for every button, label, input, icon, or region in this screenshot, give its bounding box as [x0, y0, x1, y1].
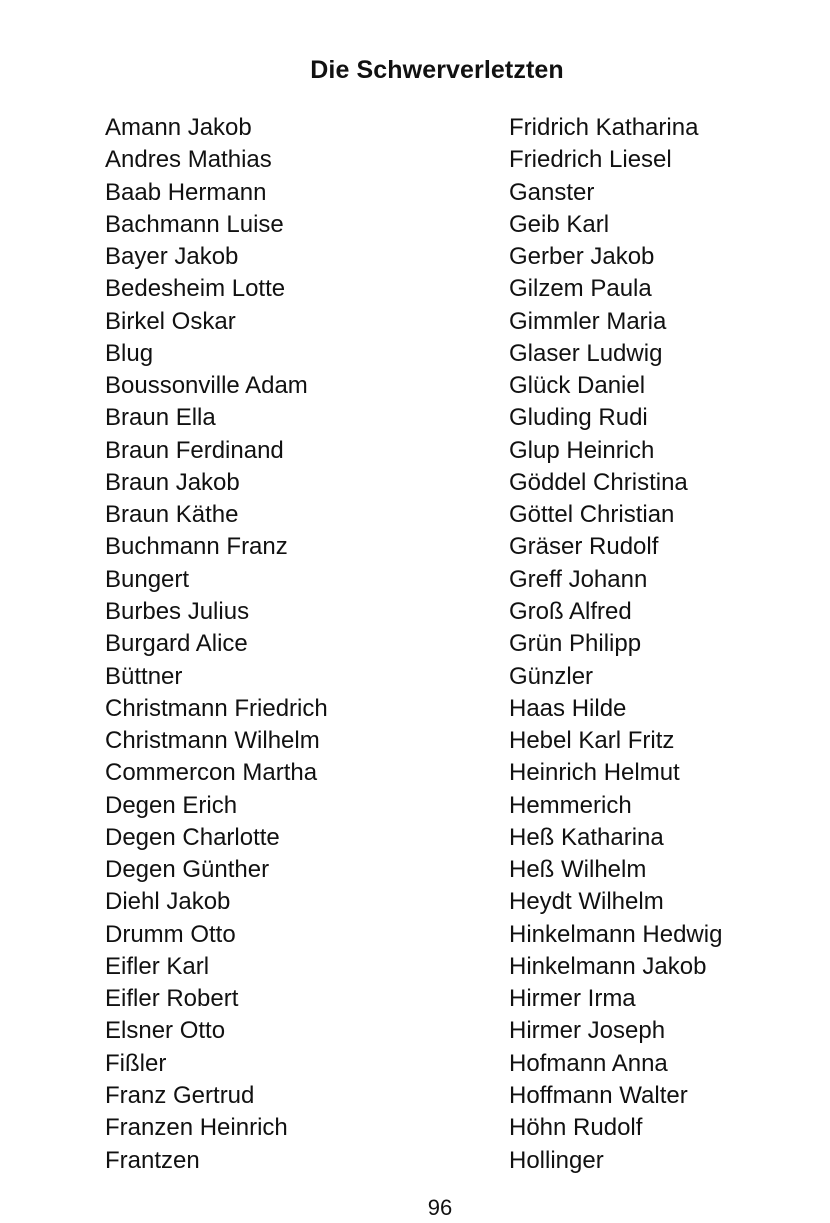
name-entry: Göttel Christian	[509, 501, 675, 529]
name-entry: Franzen Heinrich	[105, 1114, 288, 1142]
name-entry: Degen Erich	[105, 791, 238, 819]
name-entry: Heß Wilhelm	[509, 856, 647, 884]
name-entry: Büttner	[105, 662, 183, 690]
name-entry: Christmann Wilhelm	[105, 727, 320, 755]
name-entry: Eifler Robert	[105, 985, 239, 1013]
name-entry: Heinrich Helmut	[509, 759, 680, 787]
name-entry: Braun Käthe	[105, 501, 239, 529]
names-column-left	[105, 112, 328, 1177]
name-entry: Groß Alfred	[509, 597, 632, 625]
name-entry: Hirmer Irma	[509, 985, 636, 1013]
name-entry: Amann Jakob	[105, 114, 252, 141]
name-entry: Fißler	[105, 1049, 167, 1077]
name-entry: Grün Philipp	[509, 630, 642, 658]
name-entry: Heydt Wilhelm	[509, 888, 664, 916]
name-entry: Degen Günther	[105, 856, 270, 884]
name-entry: Glup Heinrich	[509, 436, 655, 464]
name-entry: Göddel Christina	[509, 468, 688, 496]
name-entry: Gilzem Paula	[509, 275, 652, 303]
names-column-right	[509, 112, 722, 1177]
page-number: 96	[427, 1195, 453, 1220]
name-entry: Gimmler Maria	[509, 307, 667, 335]
name-entry: Hofmann Anna	[509, 1049, 668, 1077]
name-entry: Glück Daniel	[509, 372, 646, 400]
name-entry: Glaser Ludwig	[509, 339, 663, 367]
name-entry: Gerber Jakob	[509, 243, 655, 271]
name-entry: Hinkelmann Hedwig	[509, 920, 723, 948]
name-entry: Degen Charlotte	[105, 823, 280, 851]
name-entry: Blug	[105, 339, 154, 367]
name-entry: Frantzen	[105, 1146, 200, 1174]
page-title: Die Schwerverletzten	[310, 56, 564, 84]
name-entry: Heß Katharina	[509, 823, 664, 851]
name-entry: Bayer Jakob	[105, 243, 239, 271]
name-entry: Ganster	[509, 178, 595, 206]
name-entry: Hoffmann Walter	[509, 1081, 688, 1109]
name-entry: Franz Gertrud	[105, 1081, 255, 1109]
name-entry: Boussonville Adam	[105, 372, 308, 400]
name-entry: Gräser Rudolf	[509, 533, 659, 561]
name-entry: Hollinger	[509, 1146, 604, 1174]
name-entry: Friedrich Liesel	[509, 146, 672, 174]
name-entry: Braun Ella	[105, 404, 216, 432]
name-entry: Burbes Julius	[105, 597, 250, 625]
name-entry: Christmann Friedrich	[105, 694, 328, 722]
name-entry: Hirmer Joseph	[509, 1017, 666, 1045]
name-entry: Commercon Martha	[105, 759, 318, 787]
name-entry: Elsner Otto	[105, 1017, 226, 1045]
name-entry: Burgard Alice	[105, 630, 248, 658]
name-entry: Höhn Rudolf	[509, 1114, 643, 1142]
name-entry: Hinkelmann Jakob	[509, 952, 707, 980]
name-entry: Geib Karl	[509, 210, 610, 238]
name-entry: Braun Jakob	[105, 468, 240, 496]
name-entry: Gluding Rudi	[509, 404, 648, 432]
name-entry: Diehl Jakob	[105, 888, 231, 916]
name-entry: Hebel Karl Fritz	[509, 727, 675, 755]
name-entry: Baab Hermann	[105, 178, 267, 206]
name-entry: Andres Mathias	[105, 146, 272, 174]
name-entry: Haas Hilde	[509, 694, 627, 722]
name-entry: Birkel Oskar	[105, 307, 236, 335]
name-entry: Drumm Otto	[105, 920, 236, 948]
name-entry: Braun Ferdinand	[105, 436, 284, 464]
name-entry: Buchmann Franz	[105, 533, 288, 561]
name-entry: Bungert	[105, 565, 190, 593]
name-entry: Fridrich Katharina	[509, 114, 699, 141]
name-entry: Bachmann Luise	[105, 210, 284, 238]
name-entry: Bedesheim Lotte	[105, 275, 286, 303]
name-entry: Günzler	[509, 662, 594, 690]
name-entry: Hemmerich	[509, 791, 632, 819]
name-entry: Eifler Karl	[105, 952, 210, 980]
name-entry: Greff Johann	[509, 565, 648, 593]
